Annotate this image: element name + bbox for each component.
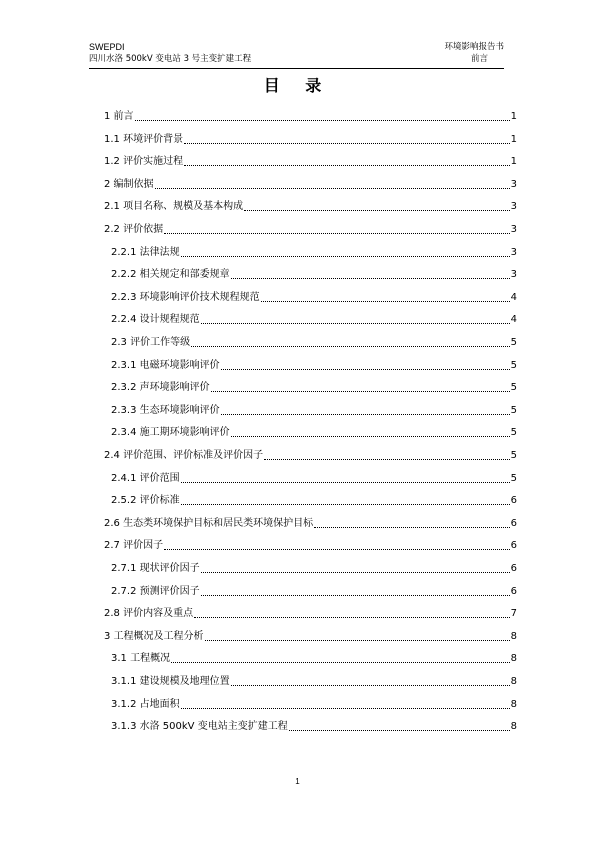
toc-entry-page: 5 [510,382,517,394]
toc-dot-leader [211,391,510,392]
toc-dot-leader [184,143,510,144]
toc-entry[interactable] [111,334,517,350]
toc-entry[interactable] [111,492,517,508]
header-section: 前言 [470,54,488,64]
toc-entry-title: 2.4 评价范围、评价标准及评价因子 [104,450,264,461]
toc-entry-title: 1.1 环境评价背景 [104,133,184,145]
toc-dot-leader [201,323,510,324]
toc-entry-page: 6 [510,585,517,597]
toc-dot-leader [181,504,510,505]
toc-dot-leader [221,414,510,415]
toc-dot-leader [164,549,510,550]
toc-entry-page: 8 [510,698,517,710]
toc-dot-leader [164,233,510,234]
toc-entry-page: 5 [510,404,517,416]
toc-entry-page: 3 [510,201,517,213]
toc-entry-title: 2.3 评价工作等级 [111,337,191,348]
toc-entry[interactable] [104,537,517,553]
toc-entry[interactable] [111,424,517,440]
toc-entry-title: 2.2.1 法律法规 [111,246,180,258]
toc-dot-leader [201,595,510,596]
toc-entry-page: 3 [510,246,517,258]
toc-dot-leader [181,482,510,483]
toc-entry-page: 6 [510,563,517,574]
page-number: 1 [295,777,300,786]
toc-entry-title: 2.4.1 评价范围 [111,472,180,484]
toc-entry[interactable] [104,515,517,531]
toc-entry[interactable] [104,176,517,192]
toc-entry[interactable] [104,108,517,124]
toc-dot-leader [201,572,510,573]
toc-entry-page: 8 [510,721,517,733]
toc-dot-leader [289,730,510,731]
toc-entry-page: 5 [510,427,517,439]
toc-entry-page: 7 [510,608,517,620]
toc-entry-page: 6 [510,495,517,507]
toc-dot-leader [261,301,510,302]
toc-dot-leader [231,436,510,437]
toc-entry[interactable] [111,379,517,395]
toc-entry-page: 4 [510,314,517,326]
toc-entry-title: 1 前言 [104,111,134,122]
toc-dot-leader [231,685,510,686]
toc-entry[interactable] [111,311,517,327]
header-right [444,41,504,65]
toc-entry-title: 1.2 评价实施过程 [104,156,184,168]
toc-entry-title: 2.3.4 施工期环境影响评价 [111,427,230,439]
header-project: 四川水洛 500kV 变电站 3 号主变扩建工程 [89,54,252,64]
toc-entry-page: 3 [510,178,517,190]
toc-entry-page: 5 [510,359,517,371]
toc-entry-title: 2.3.3 生态环境影响评价 [111,404,220,416]
toc-entry-title: 3.1 工程概况 [111,653,171,665]
toc-entry[interactable] [104,605,517,621]
toc-entry-title: 3 工程概况及工程分析 [104,630,204,642]
toc-entry-page: 6 [510,540,517,552]
toc-entry-page: 5 [510,472,517,484]
toc-entry-title: 2.7.1 现状评价因子 [111,563,200,574]
toc-entry[interactable] [104,131,517,147]
toc-entry[interactable] [111,289,517,305]
header-org: SWEPDI [89,42,125,52]
toc-entry-title: 2 编制依据 [104,178,154,190]
toc-dot-leader [264,459,510,460]
toc-entry-title: 2.2.4 设计规程规范 [111,314,200,326]
toc-entry-page: 1 [510,111,517,122]
toc-entry-title: 2.5.2 评价标准 [111,495,180,507]
toc-dot-leader [184,165,510,166]
toc-dot-leader [194,617,510,618]
toc-dot-leader [171,662,510,663]
toc-entry-page: 8 [510,630,517,642]
toc-dot-leader [244,210,510,211]
toc-entry-title: 2.2.3 环境影响评价技术规程规范 [111,291,260,303]
toc-entry[interactable] [111,583,517,599]
toc-dot-leader [205,640,510,641]
toc-entry-page: 3 [510,224,517,235]
toc-entry-page: 1 [510,156,517,168]
page-header [89,41,504,69]
toc-entry-page: 5 [510,450,517,461]
toc-entry[interactable] [111,402,517,418]
header-doc-type: 环境影响报告书 [444,42,504,52]
toc-entry-title: 2.8 评价内容及重点 [104,608,194,620]
toc-entry-page: 5 [510,337,517,348]
toc-entry-title: 2.1 项目名称、规模及基本构成 [104,201,244,213]
toc-dot-leader [155,188,510,189]
toc-entry-title: 2.3.2 声环境影响评价 [111,382,210,394]
toc-entry[interactable] [104,628,517,644]
toc-entry[interactable] [111,244,517,260]
toc-entry-title: 2.3.1 电磁环境影响评价 [111,359,220,371]
toc-dot-leader [181,256,510,257]
toc-title: 目 录 [263,76,332,95]
toc-entry-title: 2.7 评价因子 [104,540,164,552]
toc-entry[interactable] [111,718,517,734]
toc-entry-title: 2.2 评价依据 [104,224,164,235]
toc-entry[interactable] [111,357,517,373]
toc-entry[interactable] [111,650,517,666]
header-left [89,41,251,65]
toc-dot-leader [231,278,510,279]
toc-entry-page: 8 [510,676,517,687]
toc-entry[interactable] [104,198,517,214]
toc-entry[interactable] [111,673,517,689]
toc-entry-page: 6 [510,517,517,529]
toc-entry-title: 3.1.1 建设规模及地理位置 [111,676,230,687]
toc-entry[interactable] [104,447,517,463]
toc-entry[interactable] [111,470,517,486]
toc-entry[interactable] [104,221,517,237]
toc-entry-page: 8 [510,653,517,665]
toc-entry-title: 2.7.2 预测评价因子 [111,585,200,597]
toc-entry[interactable] [111,696,517,712]
toc-entry[interactable] [111,266,517,282]
toc-dot-leader [135,120,510,121]
toc-entry-title: 2.2.2 相关规定和部委规章 [111,269,230,281]
toc-dot-leader [221,369,510,370]
toc-entry[interactable] [104,153,517,169]
toc-dot-leader [191,346,510,347]
toc-entry-page: 4 [510,291,517,303]
toc-entry-title: 2.6 生态类环境保护目标和居民类环境保护目标 [104,517,314,529]
toc-entry-title: 3.1.3 水洛 500kV 变电站主变扩建工程 [111,721,288,733]
toc-entry-page: 1 [510,133,517,145]
toc-dot-leader [314,527,510,528]
toc-entry-title: 3.1.2 占地面积 [111,698,180,710]
toc-entry-page: 3 [510,269,517,281]
toc-dot-leader [181,708,510,709]
toc-entry[interactable] [111,560,517,576]
